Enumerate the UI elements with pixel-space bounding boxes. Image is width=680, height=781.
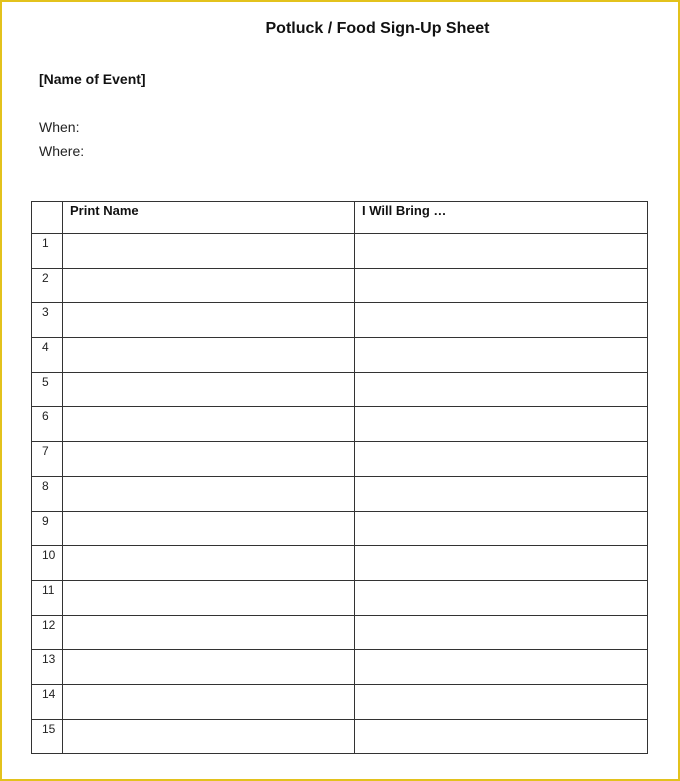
table-header-row bbox=[32, 202, 648, 234]
table-row bbox=[32, 546, 648, 581]
signup-table bbox=[31, 201, 648, 754]
will-bring-cell[interactable] bbox=[355, 546, 648, 581]
table-row bbox=[32, 580, 648, 615]
print-name-cell[interactable] bbox=[63, 407, 355, 442]
row-number: 2 bbox=[32, 268, 63, 303]
will-bring-cell[interactable] bbox=[355, 442, 648, 477]
will-bring-cell[interactable] bbox=[355, 303, 648, 338]
will-bring-cell[interactable] bbox=[355, 684, 648, 719]
print-name-cell[interactable] bbox=[63, 650, 355, 685]
will-bring-cell[interactable] bbox=[355, 407, 648, 442]
row-number: 10 bbox=[32, 546, 63, 581]
will-bring-cell[interactable] bbox=[355, 338, 648, 373]
row-number: 6 bbox=[32, 407, 63, 442]
table-row bbox=[32, 684, 648, 719]
table-row bbox=[32, 476, 648, 511]
will-bring-cell[interactable] bbox=[355, 580, 648, 615]
will-bring-cell[interactable] bbox=[355, 234, 648, 269]
print-name-cell[interactable] bbox=[63, 303, 355, 338]
row-number: 11 bbox=[32, 580, 63, 615]
row-number: 3 bbox=[32, 303, 63, 338]
table-row bbox=[32, 303, 648, 338]
print-name-cell[interactable] bbox=[63, 719, 355, 754]
will-bring-cell[interactable] bbox=[355, 268, 648, 303]
page-title: Potluck / Food Sign-Up Sheet bbox=[265, 20, 490, 37]
header-i-will-bring: I Will Bring … bbox=[355, 202, 648, 234]
table-row bbox=[32, 442, 648, 477]
table-row bbox=[32, 407, 648, 442]
print-name-cell[interactable] bbox=[63, 511, 355, 546]
will-bring-cell[interactable] bbox=[355, 719, 648, 754]
will-bring-cell[interactable] bbox=[355, 372, 648, 407]
row-number: 12 bbox=[32, 615, 63, 650]
header-print-name: Print Name bbox=[63, 202, 355, 234]
print-name-cell[interactable] bbox=[63, 476, 355, 511]
print-name-cell[interactable] bbox=[63, 684, 355, 719]
table-row bbox=[32, 268, 648, 303]
row-number: 8 bbox=[32, 476, 63, 511]
print-name-cell[interactable] bbox=[63, 442, 355, 477]
row-number: 7 bbox=[32, 442, 63, 477]
header-number bbox=[32, 202, 63, 234]
will-bring-cell[interactable] bbox=[355, 650, 648, 685]
print-name-cell[interactable] bbox=[63, 615, 355, 650]
row-number: 1 bbox=[32, 234, 63, 269]
print-name-cell[interactable] bbox=[63, 338, 355, 373]
table-body bbox=[32, 234, 648, 754]
will-bring-cell[interactable] bbox=[355, 615, 648, 650]
will-bring-cell[interactable] bbox=[355, 511, 648, 546]
table-row bbox=[32, 338, 648, 373]
table-row bbox=[32, 615, 648, 650]
print-name-cell[interactable] bbox=[63, 234, 355, 269]
table-row bbox=[32, 372, 648, 407]
where-label: Where: bbox=[39, 143, 85, 159]
print-name-cell[interactable] bbox=[63, 580, 355, 615]
will-bring-cell[interactable] bbox=[355, 476, 648, 511]
when-label: When: bbox=[39, 119, 80, 135]
print-name-cell[interactable] bbox=[63, 546, 355, 581]
table-row bbox=[32, 719, 648, 754]
print-name-cell[interactable] bbox=[63, 268, 355, 303]
row-number: 15 bbox=[32, 719, 63, 754]
row-number: 5 bbox=[32, 372, 63, 407]
row-number: 14 bbox=[32, 684, 63, 719]
row-number: 9 bbox=[32, 511, 63, 546]
event-name: [Name of Event] bbox=[39, 71, 146, 87]
table-row bbox=[32, 650, 648, 685]
row-number: 13 bbox=[32, 650, 63, 685]
table-row bbox=[32, 511, 648, 546]
table-row bbox=[32, 234, 648, 269]
row-number: 4 bbox=[32, 338, 63, 373]
print-name-cell[interactable] bbox=[63, 372, 355, 407]
